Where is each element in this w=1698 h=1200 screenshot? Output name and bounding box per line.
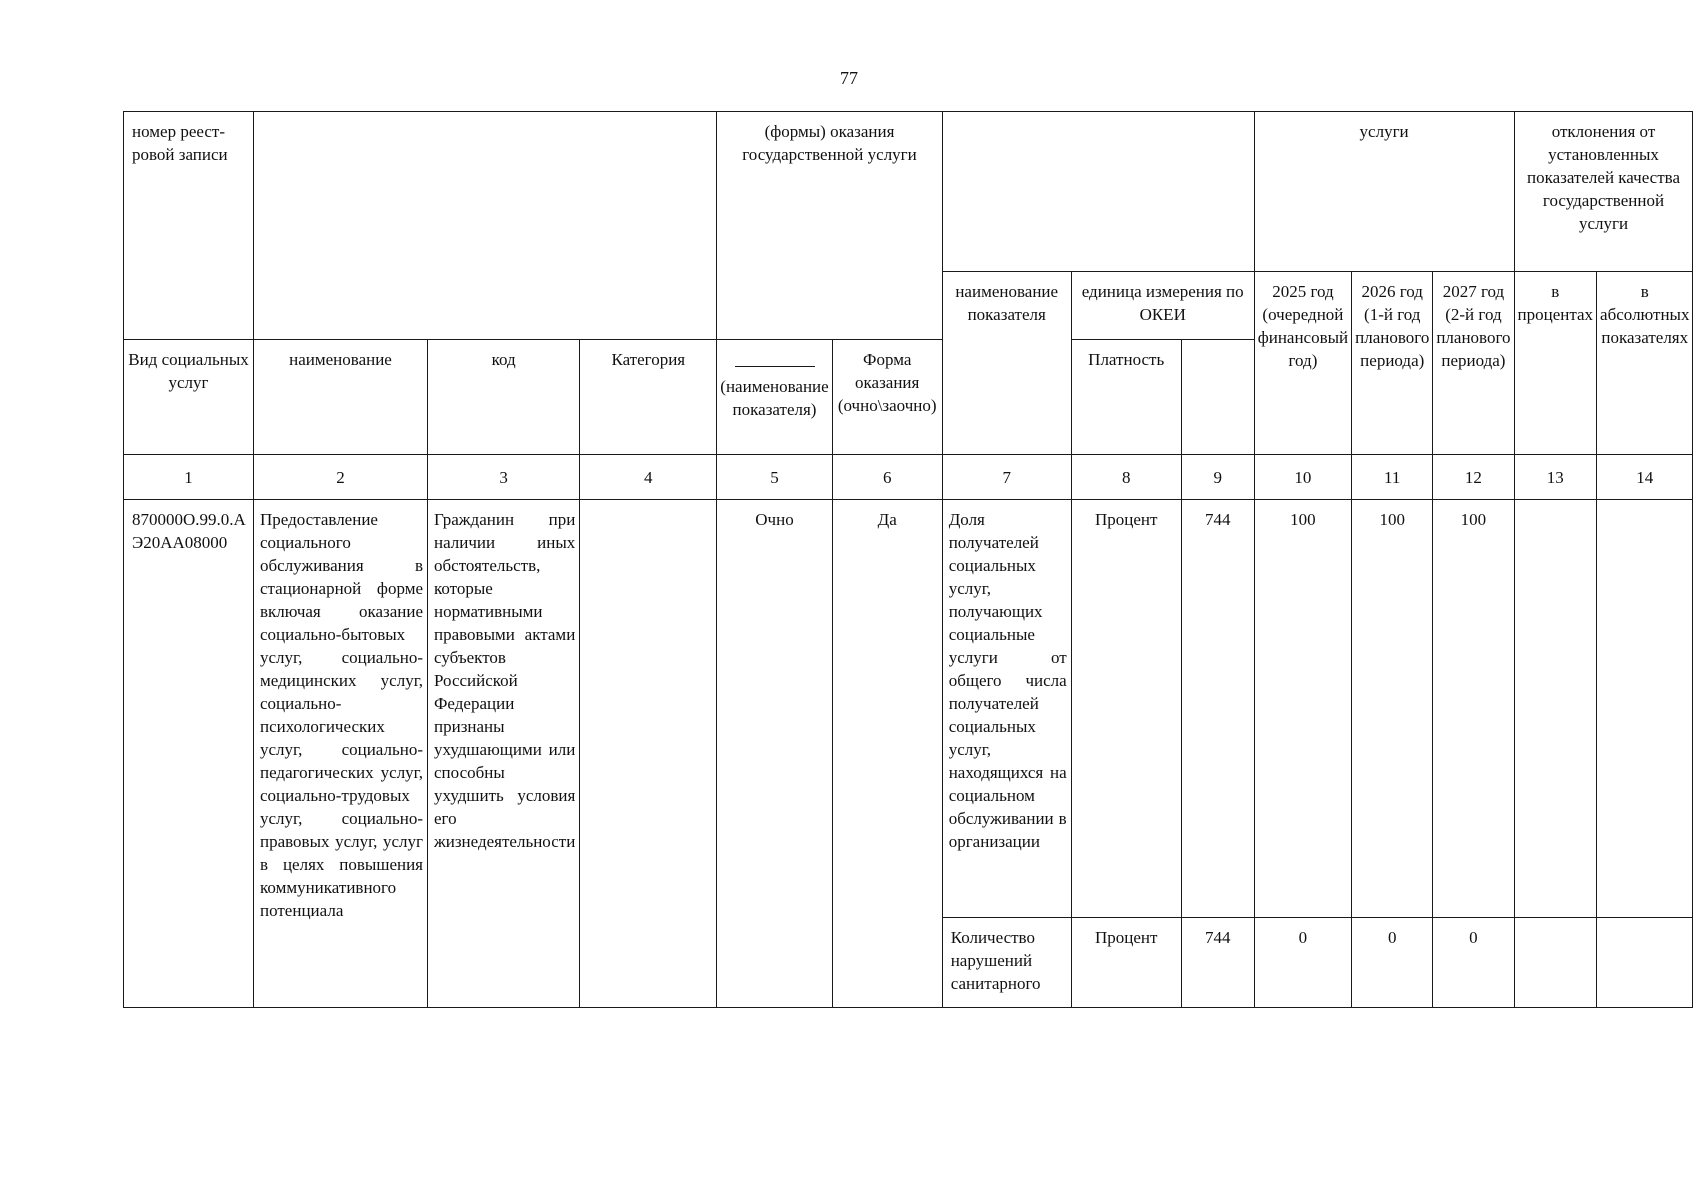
header-unit-name: наименование [254,340,428,455]
indicator-value-2026: 100 [1352,500,1433,918]
blank-line [735,348,815,367]
header-unit-code: код [428,340,580,455]
record-category: Гражданин при наличии иных обстоятельств, которые нормативными правовыми актами субъектов Российской Федерации признаны ухудшающими или способны ухудшить условия его жизнедеятельности [428,500,580,1008]
header-category: Категория [580,340,717,455]
indicator-deviation-percent [1514,500,1597,918]
record-paid: Да [832,500,942,1008]
indicator-name: Количество нарушений санитарного [942,918,1071,1008]
header-indicator-group-empty [942,112,1254,272]
indicator-unit-name: Процент [1071,918,1181,1008]
indicator-deviation-percent [1514,918,1597,1008]
col-number: 11 [1352,455,1433,500]
indicator-value-2027: 100 [1433,500,1514,918]
header-indicator-name: наименование показателя [942,272,1071,455]
table-row [124,500,1693,918]
header-in-percent: в процентах [1514,272,1597,455]
record-service-type: Предоставление социального обслуживания в стационарной форме включая оказание социально-бытовых услуг, социально-медицинских услуг, социально-психологических услуг, социально-педагогических услуг, социально-трудовых услуг, социально-правовых услуг, услуг в целях повышения коммуникативного потенциала [254,500,428,1008]
col-number: 13 [1514,455,1597,500]
col-number: 14 [1597,455,1693,500]
header-form-label: Форма оказания (очно\заочно) [832,340,942,455]
header-in-absolute: в абсолютных показателях [1597,272,1693,455]
col-number: 6 [832,455,942,500]
indicator-value-2025: 100 [1254,500,1351,918]
header-paid: Платность [1071,340,1181,455]
col-number: 2 [254,455,428,500]
col-number: 12 [1433,455,1514,500]
col-number: 7 [942,455,1071,500]
header-row-1 [124,112,1693,272]
record-form: Очно [717,500,832,1008]
header-year-2027: 2027 год (2-й год планового периода) [1433,272,1514,455]
header-deviation: отклонения от установленных показателей качества государственной услуги [1514,112,1693,272]
header-year-2026: 2026 год (1-й год планового периода) [1352,272,1433,455]
indicator-unit-code: 744 [1181,500,1254,918]
indicator-deviation-absolute [1597,918,1693,1008]
header-social-service-type: Вид социальных услуг [124,340,254,455]
header-year-2025: 2025 год (очередной финансовый год) [1254,272,1351,455]
header-registry-number: номер реест-ровой записи [124,112,254,340]
column-numbers-row [124,455,1693,500]
col-number: 4 [580,455,717,500]
header-unit-okei: единица измерения по ОКЕИ [1071,272,1254,340]
header-form-of-service: (формы) оказания государственной услуги [717,112,942,340]
record-col4 [580,500,717,1008]
indicator-unit-code: 744 [1181,918,1254,1008]
indicator-value-2027: 0 [1433,918,1514,1008]
col-number: 10 [1254,455,1351,500]
col-number: 3 [428,455,580,500]
col-number: 8 [1071,455,1181,500]
header-blank-indicator-label: (наименование показателя) [720,377,829,419]
record-registry-number: 870000О.99.0.АЭ20АА08000 [124,500,254,1008]
col-number: 5 [717,455,832,500]
indicator-unit-name: Процент [1071,500,1181,918]
quality-indicators-table [123,111,1693,1008]
col-number: 1 [124,455,254,500]
header-blank-indicator [717,340,832,455]
indicator-value-2025: 0 [1254,918,1351,1008]
indicator-name: Доля получателей социальных услуг, получающих социальные услуги от общего числа получателей социальных услуг, находящихся на социальном обслуживании в организации [942,500,1071,918]
header-content-empty [254,112,717,340]
col-number: 9 [1181,455,1254,500]
header-service-group: услуги [1254,112,1514,272]
indicator-deviation-absolute [1597,500,1693,918]
indicator-value-2026: 0 [1352,918,1433,1008]
page-number: 77 [840,68,858,88]
